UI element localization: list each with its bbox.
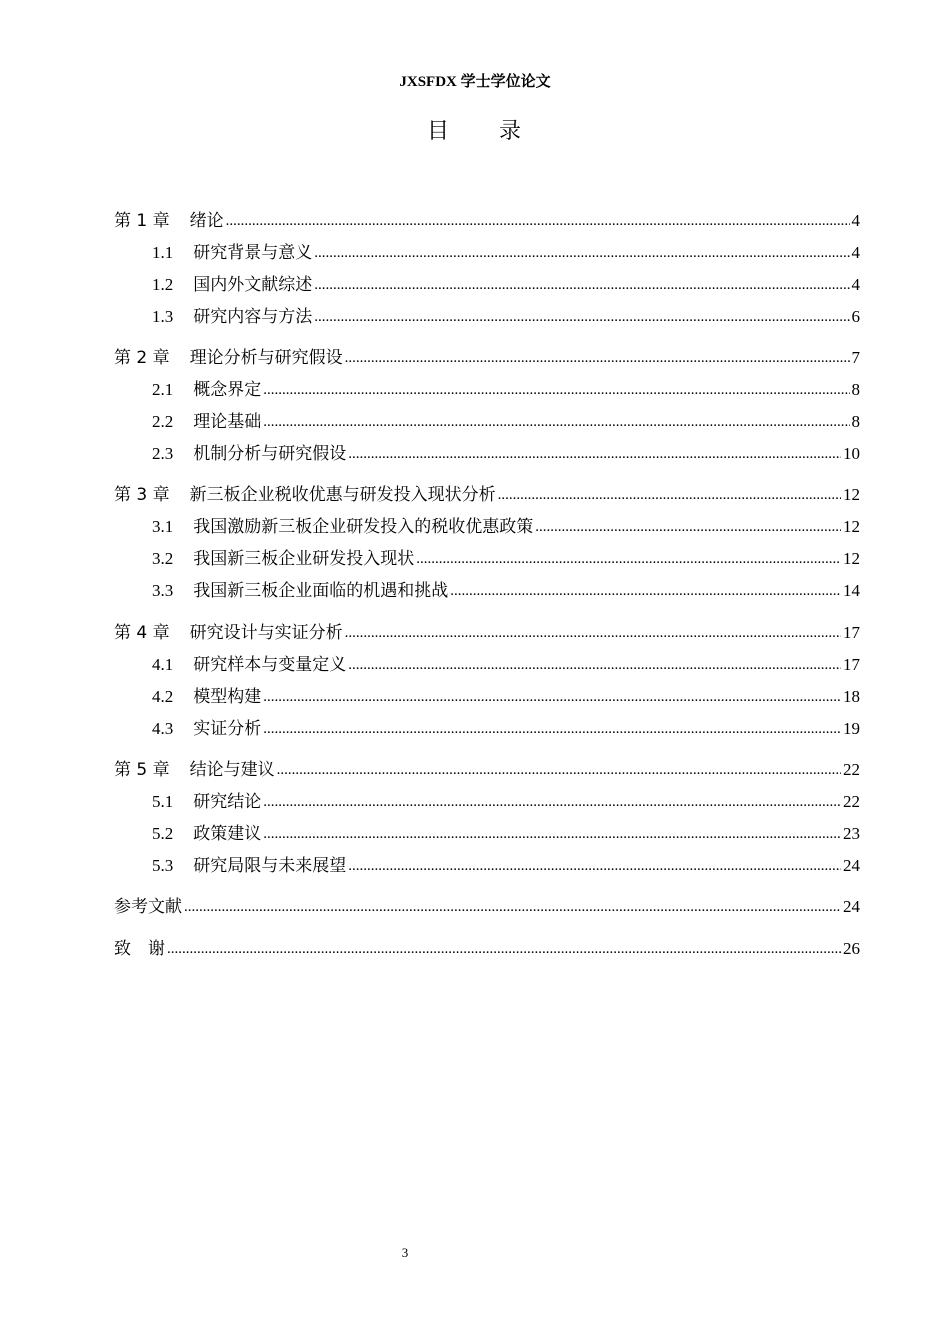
toc-entry-label: 研究结论 (193, 792, 262, 812)
toc-section-entry[interactable] (114, 714, 860, 740)
toc-entry-label: 我国新三板企业研发投入现状 (193, 549, 415, 569)
toc-entry-page: 6 (851, 307, 860, 326)
toc-entry-number: 5.1 (152, 792, 174, 811)
toc-entry-label: 国内外文献综述 (193, 275, 313, 295)
toc-entry-page: 8 (851, 412, 860, 431)
toc-entry-label: 理论分析与研究假设 (189, 348, 343, 368)
toc-entry-number: 1.1 (152, 243, 174, 262)
toc-entry-label: 参考文献 (114, 897, 182, 917)
toc-entry-number: 5.3 (152, 856, 174, 875)
toc-entry-label: 研究设计与实证分析 (189, 623, 343, 643)
toc-entry-page: 17 (843, 623, 860, 642)
toc-entry-page: 23 (843, 824, 860, 843)
toc-dot-leader (263, 379, 849, 401)
toc-entry-label: 实证分析 (193, 719, 262, 739)
toc-title-right: 录 (499, 119, 524, 144)
toc-entry-page: 8 (851, 380, 860, 399)
toc-entry-label: 我国激励新三板企业研发投入的税收优惠政策 (193, 517, 534, 537)
toc-section-entry[interactable] (114, 302, 860, 328)
toc-entry-number: 2.2 (152, 412, 174, 431)
toc-entry-number: 第 5 章 (114, 760, 170, 780)
toc-entry-number: 4.1 (152, 655, 174, 674)
toc-entry-label: 模型构建 (193, 687, 262, 707)
toc-chapter-entry[interactable] (114, 206, 860, 232)
toc-entry-number: 1.3 (152, 307, 174, 326)
toc-chapter-entry[interactable] (114, 480, 860, 506)
toc-chapter-entry[interactable] (114, 755, 860, 781)
toc-entry-number: 第 4 章 (114, 623, 170, 643)
toc-dot-leader (416, 548, 841, 570)
toc-entry-label: 研究内容与方法 (193, 307, 313, 327)
toc-title-left: 目 (426, 119, 451, 144)
toc-dot-leader (314, 242, 849, 264)
toc-chapter-entry[interactable] (114, 892, 860, 918)
toc-dot-leader (263, 718, 841, 740)
toc-entry-page: 4 (851, 211, 860, 230)
toc-entry-page: 24 (843, 897, 860, 916)
toc-dot-leader (263, 686, 841, 708)
toc-dot-leader (348, 443, 841, 465)
toc-entry-page: 12 (843, 517, 860, 536)
toc-entry-page: 7 (851, 348, 860, 367)
page-number: 3 (401, 1245, 409, 1260)
toc-dot-leader (450, 580, 841, 602)
toc-entry-number: 5.2 (152, 824, 174, 843)
toc-chapter-entry[interactable] (114, 618, 860, 644)
toc-entry-number: 3.2 (152, 549, 174, 568)
toc-entry-number: 第 3 章 (114, 485, 170, 505)
toc-dot-leader (314, 306, 849, 328)
toc-entry-page: 17 (843, 655, 860, 674)
toc-entry-page: 12 (843, 549, 860, 568)
toc-entry-page: 12 (843, 485, 860, 504)
toc-entry-page: 4 (851, 275, 860, 294)
toc-section-entry[interactable] (114, 819, 860, 845)
toc-section-entry[interactable] (114, 544, 860, 570)
toc-entry-page: 14 (843, 581, 860, 600)
toc-entry-page: 22 (843, 760, 860, 779)
toc-chapter-entry[interactable] (114, 934, 860, 960)
toc-dot-leader (277, 759, 841, 781)
toc-dot-leader (263, 411, 849, 433)
toc-entry-page: 26 (843, 939, 860, 958)
running-header: JXSFDX 学士学位论文 (399, 74, 551, 90)
toc-section-entry[interactable] (114, 375, 860, 401)
toc-section-entry[interactable] (114, 407, 860, 433)
toc-entry-label: 结论与建议 (189, 760, 275, 780)
toc-entry-page: 10 (843, 444, 860, 463)
toc-entry-label: 绪论 (189, 211, 224, 231)
toc-dot-leader (348, 654, 841, 676)
toc-dot-leader (184, 896, 841, 918)
toc-entry-number: 第 1 章 (114, 211, 170, 231)
toc-dot-leader (263, 791, 841, 813)
toc-section-entry[interactable] (114, 238, 860, 264)
toc-entry-page: 18 (843, 687, 860, 706)
toc-entry-page: 22 (843, 792, 860, 811)
toc-dot-leader (535, 516, 841, 538)
toc-entry-label: 理论基础 (193, 412, 262, 432)
toc-entry-label: 新三板企业税收优惠与研发投入现状分析 (189, 485, 496, 505)
toc-dot-leader (348, 855, 841, 877)
toc-entry-label: 研究背景与意义 (193, 243, 313, 263)
toc-section-entry[interactable] (114, 787, 860, 813)
toc-dot-leader (167, 938, 841, 960)
toc-dot-leader (314, 274, 849, 296)
toc-entry-number: 3.1 (152, 517, 174, 536)
toc-entry-label: 致 谢 (114, 939, 165, 959)
toc-entry-label: 政策建议 (193, 824, 262, 844)
toc-section-entry[interactable] (114, 682, 860, 708)
toc-entry-number: 2.3 (152, 444, 174, 463)
toc-dot-leader (345, 347, 850, 369)
toc-title (0, 114, 950, 145)
toc-entry-number: 4.2 (152, 687, 174, 706)
toc-chapter-entry[interactable] (114, 343, 860, 369)
toc-dot-leader (263, 823, 841, 845)
toc-section-entry[interactable] (114, 439, 860, 465)
toc-section-entry[interactable] (114, 512, 860, 538)
toc-entry-page: 19 (843, 719, 860, 738)
toc-section-entry[interactable] (114, 851, 860, 877)
toc-entry-label: 研究局限与未来展望 (193, 856, 347, 876)
toc-entry-label: 机制分析与研究假设 (193, 444, 347, 464)
toc-entry-number: 1.2 (152, 275, 174, 294)
toc-entry-page: 24 (843, 856, 860, 875)
toc-dot-leader (345, 622, 841, 644)
toc-section-entry[interactable] (114, 650, 860, 676)
toc-section-entry[interactable] (114, 270, 860, 296)
toc-entry-number: 2.1 (152, 380, 174, 399)
toc-entry-page: 4 (851, 243, 860, 262)
toc-entry-number: 第 2 章 (114, 348, 170, 368)
toc-entry-number: 4.3 (152, 719, 174, 738)
toc-section-entry[interactable] (114, 576, 860, 602)
toc-entry-label: 我国新三板企业面临的机遇和挑战 (193, 581, 449, 601)
toc-dot-leader (498, 484, 841, 506)
toc-entry-label: 概念界定 (193, 380, 262, 400)
toc-dot-leader (226, 210, 850, 232)
toc-entry-label: 研究样本与变量定义 (193, 655, 347, 675)
toc-entry-number: 3.3 (152, 581, 174, 600)
